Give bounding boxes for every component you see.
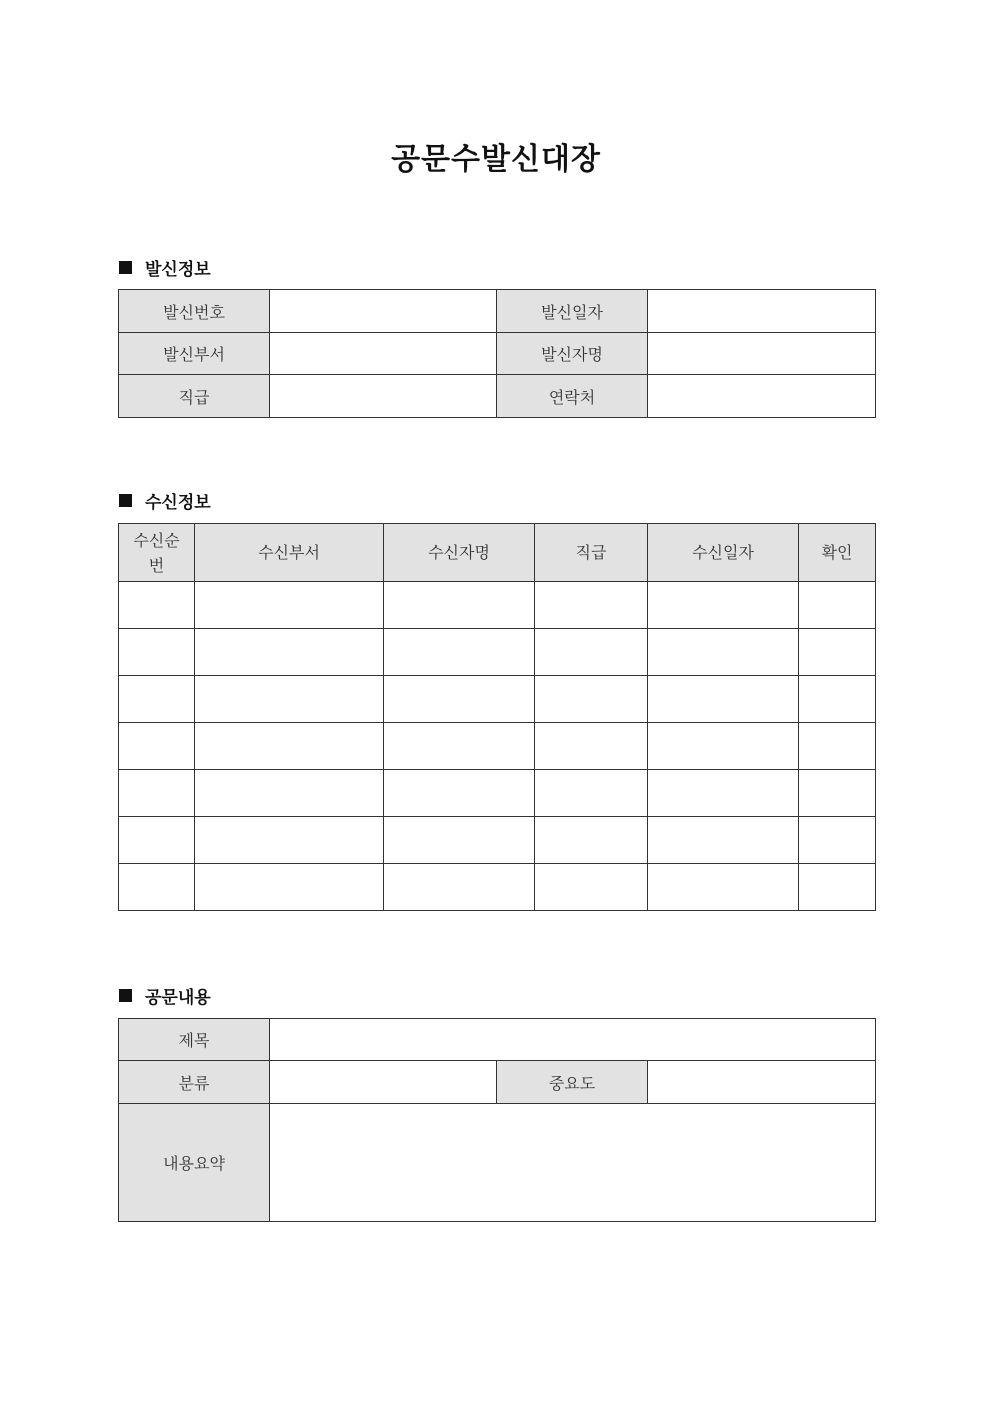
sending-info-table (118, 289, 876, 418)
black-square-icon (119, 494, 132, 507)
black-square-icon (119, 261, 132, 274)
column-header-order: 수신순번 (119, 524, 195, 582)
page-title: 공문수발신대장 (391, 142, 601, 177)
field-label: 분류 (119, 1061, 270, 1104)
sender-name-field[interactable] (648, 333, 876, 375)
send-department-field[interactable] (270, 333, 497, 375)
section-heading-label: 발신정보 (145, 260, 211, 280)
field-label: 내용요약 (119, 1104, 270, 1222)
field-label: 발신자명 (497, 333, 648, 375)
table-row (119, 723, 876, 770)
cell-confirm[interactable] (799, 582, 876, 629)
table-row (119, 770, 876, 817)
send-number-field[interactable] (270, 290, 497, 333)
table-row (119, 676, 876, 723)
column-header-position: 직급 (535, 524, 648, 582)
cell-order[interactable] (119, 770, 195, 817)
cell-receiver[interactable] (384, 770, 535, 817)
field-label: 직급 (119, 375, 270, 418)
subject-field[interactable] (270, 1019, 876, 1061)
field-label: 제목 (119, 1019, 270, 1061)
field-label: 발신일자 (497, 290, 648, 333)
table-row (119, 864, 876, 911)
table-header-row (119, 524, 876, 582)
importance-field[interactable] (648, 1061, 876, 1104)
cell-receiver[interactable] (384, 864, 535, 911)
section-heading-label: 공문내용 (145, 988, 211, 1008)
black-square-icon (119, 989, 132, 1002)
table-row (119, 333, 876, 375)
table-row (119, 1104, 876, 1222)
cell-department[interactable] (195, 817, 384, 864)
section-heading-content (119, 983, 211, 1008)
cell-position[interactable] (535, 770, 648, 817)
receiving-info-table (118, 523, 876, 911)
column-header-receiver: 수신자명 (384, 524, 535, 582)
field-label: 연락처 (497, 375, 648, 418)
column-header-confirm: 확인 (799, 524, 876, 582)
cell-receiver[interactable] (384, 676, 535, 723)
cell-confirm[interactable] (799, 676, 876, 723)
table-row (119, 1019, 876, 1061)
send-date-field[interactable] (648, 290, 876, 333)
section-heading-label: 수신정보 (145, 493, 211, 513)
cell-receiver[interactable] (384, 582, 535, 629)
table-row (119, 1061, 876, 1104)
cell-department[interactable] (195, 629, 384, 676)
column-header-date: 수신일자 (648, 524, 799, 582)
cell-order[interactable] (119, 676, 195, 723)
cell-department[interactable] (195, 770, 384, 817)
cell-position[interactable] (535, 864, 648, 911)
cell-date[interactable] (648, 723, 799, 770)
cell-confirm[interactable] (799, 864, 876, 911)
column-header-department: 수신부서 (195, 524, 384, 582)
cell-date[interactable] (648, 676, 799, 723)
table-row (119, 817, 876, 864)
cell-date[interactable] (648, 582, 799, 629)
cell-confirm[interactable] (799, 629, 876, 676)
cell-order[interactable] (119, 817, 195, 864)
table-row (119, 629, 876, 676)
cell-receiver[interactable] (384, 723, 535, 770)
cell-order[interactable] (119, 723, 195, 770)
cell-department[interactable] (195, 676, 384, 723)
cell-date[interactable] (648, 770, 799, 817)
cell-receiver[interactable] (384, 817, 535, 864)
summary-field[interactable] (270, 1104, 876, 1222)
cell-position[interactable] (535, 817, 648, 864)
cell-date[interactable] (648, 629, 799, 676)
cell-confirm[interactable] (799, 723, 876, 770)
cell-date[interactable] (648, 864, 799, 911)
field-label: 중요도 (497, 1061, 648, 1104)
cell-position[interactable] (535, 582, 648, 629)
table-row (119, 375, 876, 418)
cell-order[interactable] (119, 582, 195, 629)
cell-position[interactable] (535, 723, 648, 770)
field-label: 발신부서 (119, 333, 270, 375)
cell-confirm[interactable] (799, 817, 876, 864)
cell-confirm[interactable] (799, 770, 876, 817)
table-row (119, 582, 876, 629)
cell-order[interactable] (119, 864, 195, 911)
cell-department[interactable] (195, 864, 384, 911)
table-row (119, 290, 876, 333)
cell-order[interactable] (119, 629, 195, 676)
cell-position[interactable] (535, 629, 648, 676)
section-heading-sending (119, 255, 211, 280)
cell-date[interactable] (648, 817, 799, 864)
section-heading-receiving (119, 488, 211, 513)
cell-department[interactable] (195, 582, 384, 629)
cell-receiver[interactable] (384, 629, 535, 676)
contact-field[interactable] (648, 375, 876, 418)
category-field[interactable] (270, 1061, 497, 1104)
position-field[interactable] (270, 375, 497, 418)
field-label: 발신번호 (119, 290, 270, 333)
content-info-table (118, 1018, 876, 1222)
cell-department[interactable] (195, 723, 384, 770)
cell-position[interactable] (535, 676, 648, 723)
